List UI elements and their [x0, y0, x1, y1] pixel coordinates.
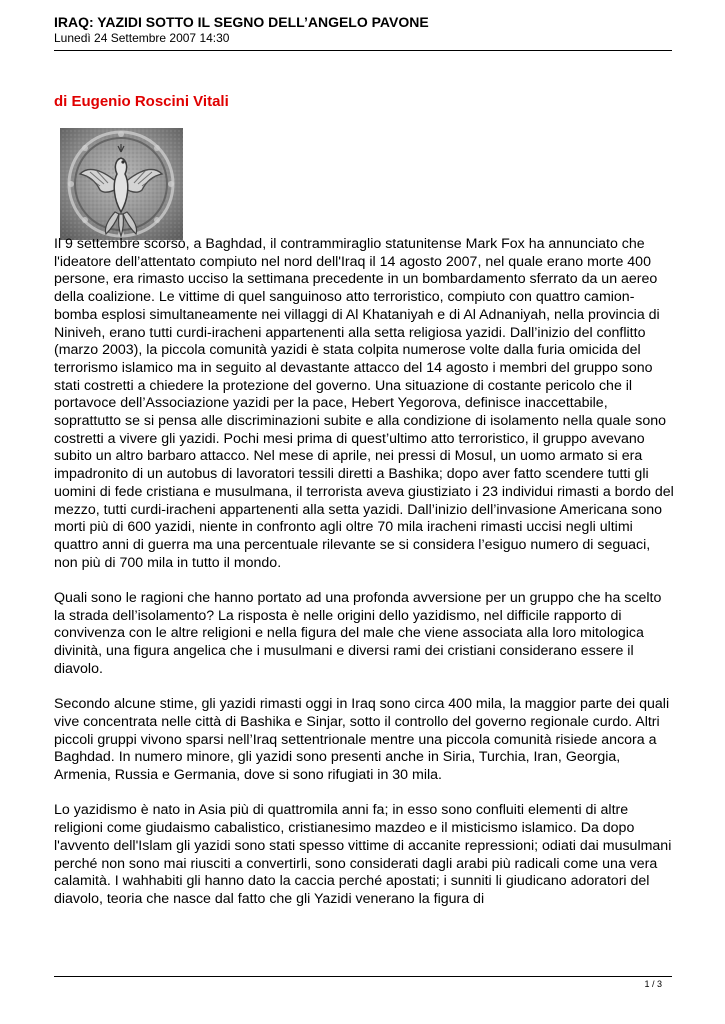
- article-body: [54, 236, 674, 926]
- page-number: 1 / 3: [644, 979, 662, 989]
- author-byline: di Eugenio Roscini Vitali: [54, 93, 229, 110]
- article-paragraph: Quali sono le ragioni che hanno portato ad una profonda avversione per un gruppo che ha scelto la strada dell’isolamento? La risposta è nelle origini dello yazidismo, nel difficile rapporto di convivenza con le altre religioni e nella figura del male che viene associata alla loro mitologica divinità, una figura angelica che i musulmani e diversi rami dei cristiani considerano essere il diavolo.: [54, 590, 662, 677]
- article-paragraph: Lo yazidismo è nato in Asia più di quattromila anni fa; in esso sono confluiti elementi di altre religioni come giudaismo cabalistico, cristianesimo mazdeo e il misticismo islamico. Da dopo l'avvento dell'Islam gli yazidi sono stati spesso vittime di accanite repressioni; odiati dai musulmani perché non sono mai riusciti a convertirli, sono considerati dagli arabi più radicali come una vera calamità. I wahhabiti gli hanno dato la caccia perché apostati; i sunniti li giudicano adoratori del diavolo, teoria che nasce dal fatto che gli Yazidi venerano la figura di: [54, 802, 672, 907]
- peacock-angel-relief-icon: [60, 128, 183, 240]
- page-header: [54, 14, 672, 46]
- header-divider: [54, 50, 672, 51]
- page-title: IRAQ: YAZIDI SOTTO IL SEGNO DELL’ANGELO PAVONE: [54, 14, 429, 30]
- publish-date: Lunedì 24 Settembre 2007 14:30: [54, 31, 230, 45]
- article-paragraph: Il 9 settembre scorso, a Baghdad, il contrammiraglio statunitense Mark Fox ha annunciato che l'ideatore dell’attentato compiuto nel nord dell'Iraq il 14 agosto 2007, nel quale erano morte 400 persone, era rimasto ucciso la settimana precedente in un bombardamento sferrato da un aereo della coalizione. Le vittime di quel sanguinoso atto terroristico, compiuto con quattro camion-bomba esplosi simultaneamente nei villaggi di Al Khataniyah e di Al Adnaniyah, nella provincia di Niniveh, erano tutti curdi-iracheni appartenenti alla setta religiosa yazidi. Dall’inizio del conflitto (marzo 2003), la piccola comunità yazidi è stata colpita numerose volte dalla furia omicida del terrorismo islamico ma in seguito al devastante attacco del 14 agosto i membri del gruppo sono stati costretti a chiedere la protezione del governo. Una situazione di costante pericolo che il portavoce dell’Associazione yazidi per la pace, Hebert Yegorova, definisce inaccettabile, soprattutto se si pensa alle discriminazioni subite e alla condizione di isolamento nella quale sono costretti a vivere gli yazidi. Pochi mesi prima di quest’ultimo atto terroristico, il gruppo avevano subito un altro barbaro attacco. Nel mese di aprile, nei pressi di Mosul, un uomo armato si era impadronito di un autobus di lavoratori tessili diretti a Bashika; dopo aver fatto scendere tutti gli uomini di fede cristiana e musulmana, il terrorista aveva giustiziato i 23 individui rimasti a bordo del mezzo, tutti curdi-iracheni appartenenti alla setta yazidi. Dall’inizio dell’invasione Americana sono morti più di 600 yazidi, niente in confronto agli oltre 70 mila iracheni rimasti uccisi negli ultimi quattro anni di guerra ma una percentuale rilevante se si considera l’esiguo numero di seguaci, non più di 700 mila in tutto il mondo.: [54, 236, 674, 571]
- footer-divider: [54, 976, 672, 977]
- article-paragraph: Secondo alcune stime, gli yazidi rimasti oggi in Iraq sono circa 400 mila, la maggior parte dei quali vive concentrata nelle città di Bashika e Sinjar, sotto il controllo del governo regionale curdo. Altri piccoli gruppi vivono sparsi nell’Iraq settentrionale mentre una piccola comunità risiede ancora a Baghdad. In numero minore, gli yazidi sono presenti anche in Siria, Turchia, Iran, Georgia, Armenia, Russia e Germania, dove si sono rifugiati in 30 mila.: [54, 696, 670, 784]
